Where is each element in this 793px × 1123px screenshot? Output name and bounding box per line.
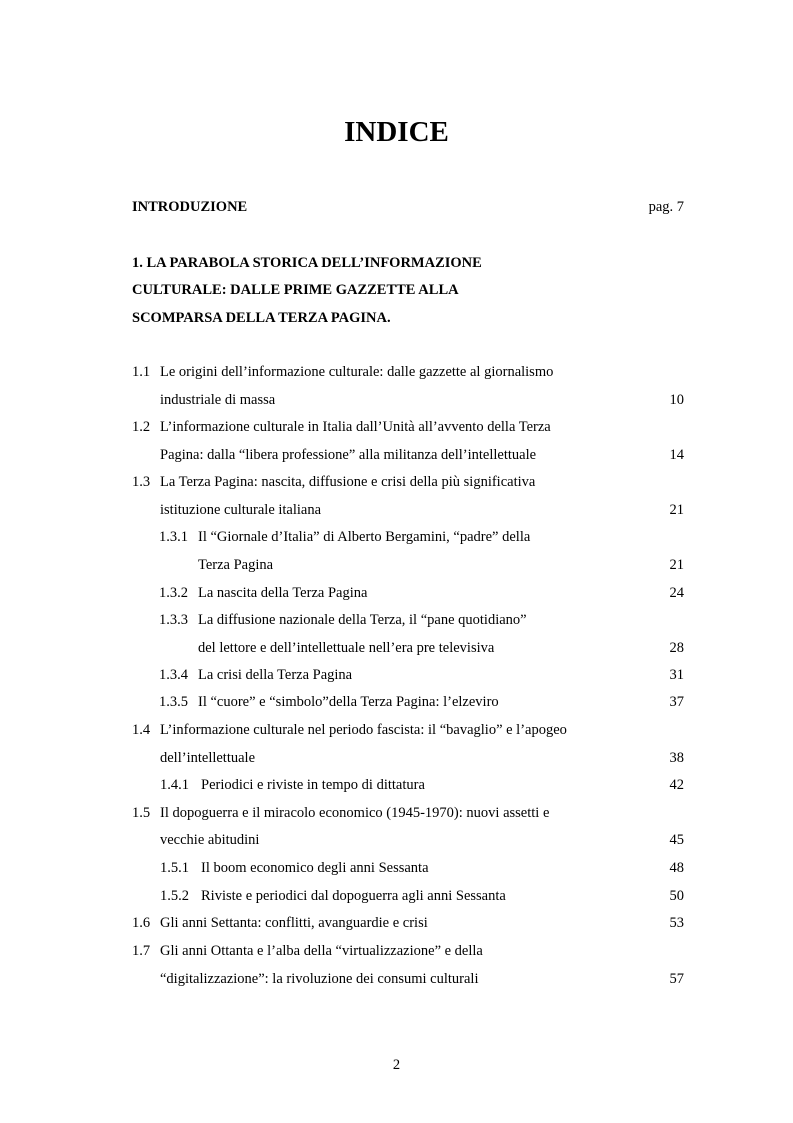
toc-entry-number: 1.1 bbox=[132, 364, 151, 380]
toc-entry-number: 1.3.3 bbox=[159, 612, 188, 628]
toc-entry-text: Il dopoguerra e il miracolo economico (1945-1970): nuovi assetti e bbox=[160, 805, 550, 821]
page-title: INDICE bbox=[344, 116, 449, 148]
toc-entry-number: 1.3 bbox=[132, 474, 151, 490]
toc-entry-page: 48 bbox=[669, 860, 684, 876]
toc-entry-page: 38 bbox=[669, 750, 684, 766]
toc-entry-text: Riviste e periodici dal dopoguerra agli anni Sessanta bbox=[201, 888, 506, 904]
toc-entry-text: La crisi della Terza Pagina bbox=[198, 667, 353, 683]
toc-entry-number: 1.7 bbox=[132, 943, 151, 959]
toc-entry-text-cont: dell’intellettuale bbox=[160, 750, 256, 766]
toc-entry-number: 1.3.2 bbox=[159, 585, 188, 601]
toc-entry-number: 1.4 bbox=[132, 722, 151, 738]
chapter-title-line-1: 1. LA PARABOLA STORICA DELL’INFORMAZIONE bbox=[132, 255, 482, 271]
toc-entry-page: 57 bbox=[669, 971, 684, 987]
toc-entry-text: L’informazione culturale in Italia dall’Unità all’avvento della Terza bbox=[160, 419, 551, 435]
toc-entry-text-cont: Terza Pagina bbox=[198, 557, 274, 573]
toc-entry-text: La diffusione nazionale della Terza, il “pane quotidiano” bbox=[198, 612, 527, 628]
toc-entry-text-cont: istituzione culturale italiana bbox=[160, 502, 322, 518]
toc-entry-number: 1.4.1 bbox=[160, 777, 189, 793]
toc-entry-page: 45 bbox=[669, 832, 684, 848]
toc-entry-page: 24 bbox=[669, 585, 684, 601]
toc-entry-number: 1.2 bbox=[132, 419, 151, 435]
toc-entry-text-cont: del lettore e dell’intellettuale nell’era pre televisiva bbox=[198, 640, 495, 656]
toc-entry-text-cont: Pagina: dalla “libera professione” alla militanza dell’intellettuale bbox=[160, 447, 537, 463]
toc-entry-page: 42 bbox=[669, 777, 684, 793]
toc-entry-number: 1.3.1 bbox=[159, 529, 188, 545]
toc-entry-number: 1.3.5 bbox=[159, 694, 188, 710]
toc-entry-page: 10 bbox=[669, 392, 684, 408]
toc-entry-page: 50 bbox=[669, 888, 684, 904]
toc-entry-text: L’informazione culturale nel periodo fascista: il “bavaglio” e l’apogeo bbox=[160, 722, 567, 738]
toc-entry-number: 1.5.1 bbox=[160, 860, 189, 876]
toc-entry-page: 28 bbox=[669, 640, 684, 656]
toc-entry-text: Il “cuore” e “simbolo”della Terza Pagina: l’elzeviro bbox=[198, 694, 499, 710]
chapter-title-line-3: SCOMPARSA DELLA TERZA PAGINA. bbox=[132, 310, 391, 326]
intro-page: pag. 7 bbox=[648, 199, 684, 215]
toc-entry-page: 53 bbox=[669, 915, 684, 931]
toc-entry-text: Periodici e riviste in tempo di dittatura bbox=[201, 777, 425, 793]
toc-entry-number: 1.3.4 bbox=[159, 667, 188, 683]
toc-entry-text-cont: industriale di massa bbox=[160, 392, 276, 408]
toc-entry-page: 31 bbox=[669, 667, 684, 683]
toc-entry-text: Il “Giornale d’Italia” di Alberto Bergamini, “padre” della bbox=[198, 529, 531, 545]
toc-entry-text: La nascita della Terza Pagina bbox=[198, 585, 368, 601]
toc-entry-number: 1.5.2 bbox=[160, 888, 189, 904]
toc-entry-text: La Terza Pagina: nascita, diffusione e crisi della più significativa bbox=[160, 474, 536, 490]
toc-entry-text: Le origini dell’informazione culturale: dalle gazzette al giornalismo bbox=[160, 364, 554, 380]
toc-entry-page: 21 bbox=[669, 557, 684, 573]
toc-entry-text: Gli anni Ottanta e l’alba della “virtualizzazione” e della bbox=[160, 943, 483, 959]
toc-entry-page: 14 bbox=[669, 447, 684, 463]
toc-entry-page: 37 bbox=[669, 694, 684, 710]
chapter-title-line-2: CULTURALE: DALLE PRIME GAZZETTE ALLA bbox=[132, 282, 459, 298]
toc-entry-number: 1.5 bbox=[132, 805, 151, 821]
toc-entry-text: Il boom economico degli anni Sessanta bbox=[201, 860, 429, 876]
toc-entry-text-cont: “digitalizzazione”: la rivoluzione dei consumi culturali bbox=[160, 971, 479, 987]
toc-entry-number: 1.6 bbox=[132, 915, 151, 931]
toc-entry-text-cont: vecchie abitudini bbox=[160, 832, 260, 848]
toc-entry-page: 21 bbox=[669, 502, 684, 518]
intro-label: INTRODUZIONE bbox=[132, 199, 248, 215]
toc-entry-text: Gli anni Settanta: conflitti, avanguardie e crisi bbox=[160, 915, 428, 931]
page-number: 2 bbox=[392, 1057, 401, 1073]
